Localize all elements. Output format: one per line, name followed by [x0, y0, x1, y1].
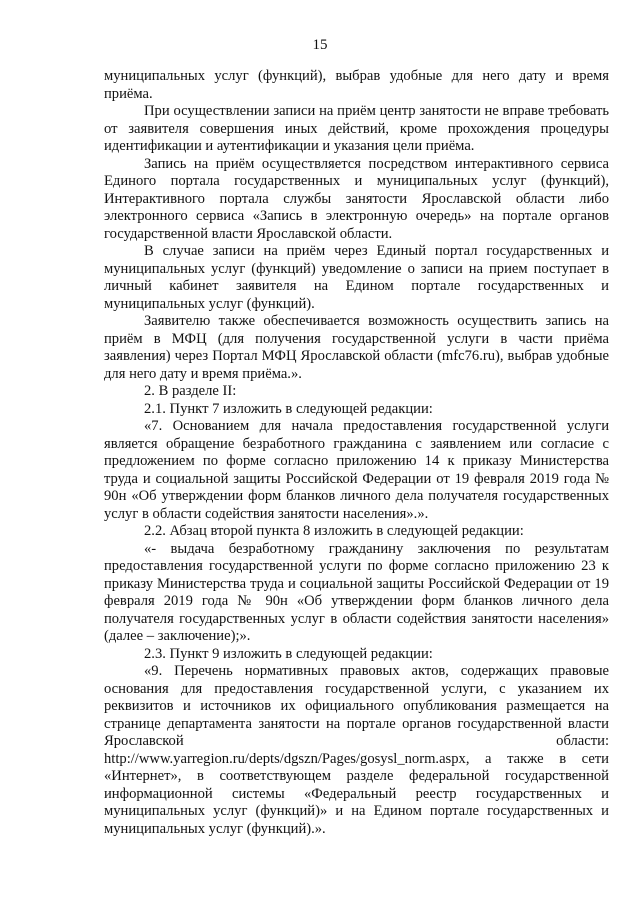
- paragraph-item-9-continuation: «Интернет», в соответствующем разделе федеральной государственной информационной системы «Федеральный реестр государственных и муниципальных услуг (функций)» и на Едином портале государственных и муниципальных услуг (функций).».: [104, 768, 609, 837]
- page-number: 15: [312, 37, 328, 53]
- paragraph-item-2-3: 2.3. Пункт 9 изложить в следующей редакции:: [144, 645, 433, 662]
- paragraph-registration-notification: В случае записи на приём через Единый портал государственных и муниципальных услуг (функций) уведомление о записи на прием поступает в личный кабинет заявителя на Едином портале государственных и муниципальных услуг (функций).: [104, 243, 609, 312]
- paragraph-registration-services: Запись на приём осуществляется посредством интерактивного сервиса Единого портала государственных и муниципальных услуг (функций), Интерактивного портала службы занятости Ярославской области либо электронного сервиса «Запись в электронную очередь» на портале органов государственной власти Ярославской области.: [104, 155, 609, 242]
- paragraph-registration-restriction: При осуществлении записи на приём центр занятости не вправе требовать от заявителя совершения иных действий, кроме прохождения процедуры идентификации и аутентификации и указания цели приёма.: [104, 103, 609, 154]
- paragraph-item-2-1: 2.1. Пункт 7 изложить в следующей редакции:: [144, 400, 433, 417]
- paragraph-mfc-registration: Заявителю также обеспечивается возможность осуществить запись на приём в МФЦ (для получения государственной услуги в части приёма заявления) через Портал МФЦ Ярославской области (mfc76.ru), выбрав удобные для него дату и время приёма.».: [104, 313, 609, 382]
- paragraph-item-9-url: http://www.yarregion.ru/depts/dgszn/Pages/gosysl_norm.aspx, а также в сети: [104, 750, 609, 767]
- paragraph-continuation: муниципальных услуг (функций), выбрав удобные для него дату и время приёма.: [104, 68, 609, 102]
- document-body: [104, 68, 609, 838]
- paragraph-item-9-text: «9. Перечень нормативных правовых актов, содержащих правовые основания для предоставления государственной услуги, с указанием их реквизитов и источников их официального опубликования размещается на странице департамента занятости на портале органов государственной власти Ярославской области:: [104, 663, 609, 749]
- paragraph-item-2-2: 2.2. Абзац второй пункта 8 изложить в следующей редакции:: [144, 523, 524, 539]
- paragraph-section-2: 2. В разделе II:: [144, 383, 237, 399]
- paragraph-item-8-text: «- выдача безработному гражданину заключения по результатам предоставления государственной услуги по форме согласно приложению 23 к приказу Министерства труда и социальной защиты Российской Федерации от 19 февраля 2019 года № 90н «Об утверждении форм бланков личного дела получателя государственных услуг в области содействия занятости населения» (далее – заключение);».: [104, 540, 609, 644]
- paragraph-item-7-text: «7. Основанием для начала предоставления государственной услуги является обращение безработного гражданина с заявлением или согласие с предложением по форме согласно приложению 14 к приказу Министерства труда и социальной защиты Российской Федерации от 19 февраля 2019 года № 90н «Об утверждении форм бланков личного дела получателя государственных услуг в области содействия занятости населения».».: [104, 418, 609, 522]
